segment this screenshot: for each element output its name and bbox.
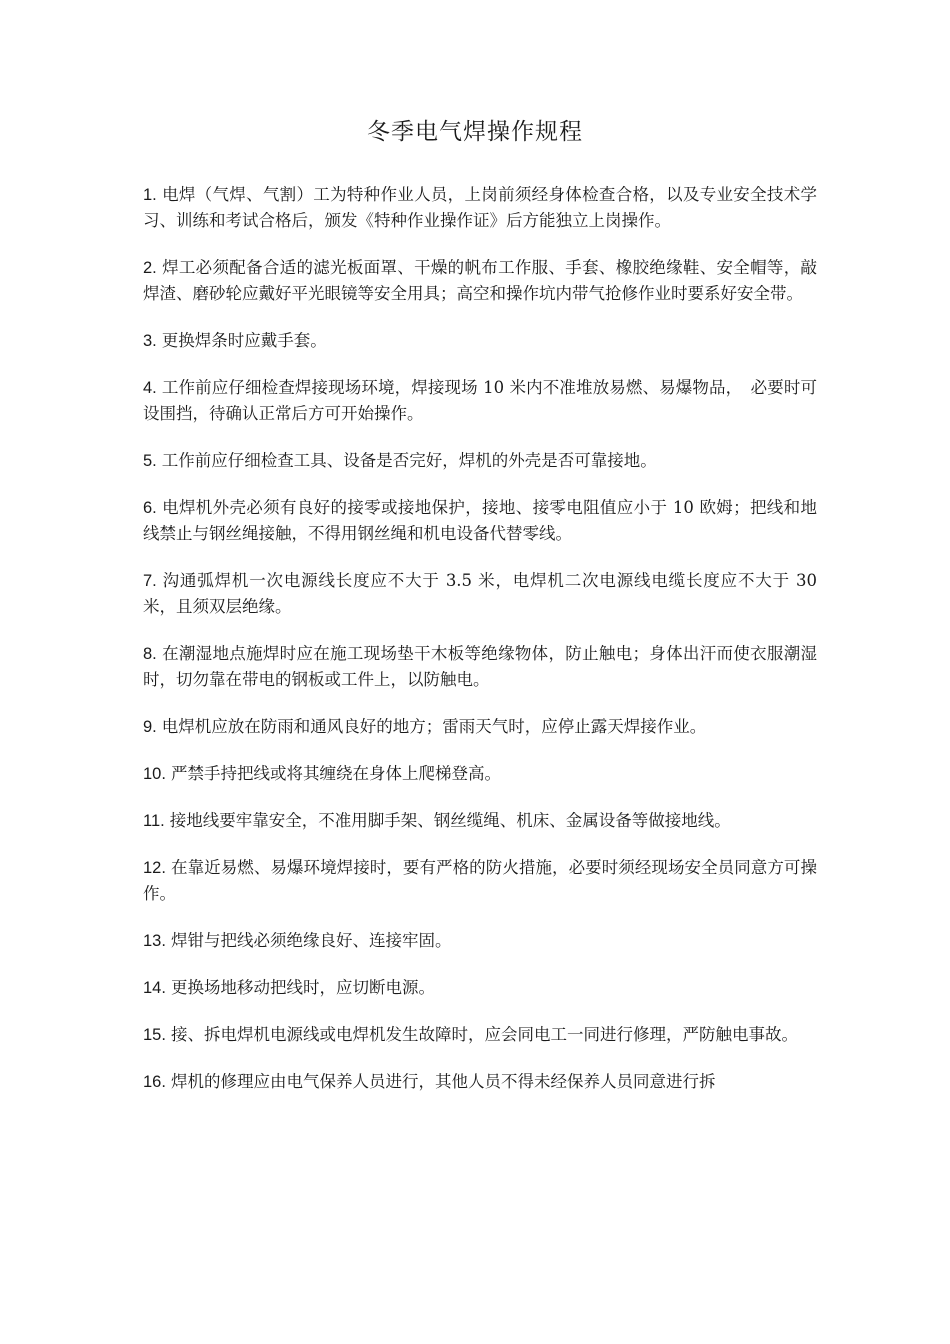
item-number: 10.: [143, 765, 166, 783]
regulation-item: [143, 568, 817, 620]
item-text: 焊机的修理应由电气保养人员进行，其他人员不得未经保养人员同意进行拆: [170, 1072, 716, 1091]
item-text: 更换焊条时应戴手套。: [161, 331, 327, 350]
regulation-item: [143, 375, 817, 427]
regulation-item: [143, 855, 817, 907]
item-number: 6.: [143, 499, 157, 517]
item-number: 15.: [143, 1026, 166, 1044]
regulation-item: [143, 714, 817, 740]
regulation-item: [143, 255, 817, 307]
item-number: 7.: [143, 572, 157, 590]
item-text: 焊钳与把线必须绝缘良好、连接牢固。: [170, 931, 452, 950]
regulation-item: [143, 448, 817, 474]
item-text: 电焊（气焊、气割）工为特种作业人员，上岗前须经身体检查合格，以及专业安全技术学习、训练和考试合格后，颁发《特种作业操作证》后方能独立上岗操作。: [143, 185, 817, 230]
regulation-item: [143, 495, 817, 547]
item-text: 更换场地移动把线时，应切断电源。: [170, 978, 435, 997]
item-text: 沟通弧焊机一次电源线长度应不大于 3.5 米，电焊机二次电源线电缆长度应不大于 30 米，且须双层绝缘。: [143, 571, 817, 616]
item-number: 13.: [143, 932, 166, 950]
item-text: 接地线要牢靠安全，不准用脚手架、钢丝缆绳、机床、金属设备等做接地线。: [169, 811, 731, 830]
regulation-item: [143, 928, 817, 954]
item-text: 工作前应仔细检查工具、设备是否完好，焊机的外壳是否可靠接地。: [161, 451, 657, 470]
item-number: 2.: [143, 259, 157, 277]
document-title: 冬季电气焊操作规程: [367, 119, 583, 145]
item-text: 在潮湿地点施焊时应在施工现场垫干木板等绝缘物体，防止触电；身体出汗而使衣服潮湿时，切勿靠在带电的钢板或工件上，以防触电。: [143, 644, 817, 689]
regulation-item: [143, 641, 817, 693]
regulation-item: [143, 761, 817, 787]
item-number: 1.: [143, 186, 157, 204]
item-text: 接、拆电焊机电源线或电焊机发生故障时，应会同电工一同进行修理，严防触电事故。: [170, 1025, 798, 1044]
item-number: 12.: [143, 859, 166, 877]
item-number: 9.: [143, 718, 157, 736]
regulation-item: [143, 1069, 817, 1095]
regulation-item: [143, 808, 817, 834]
item-text: 焊工必须配备合适的滤光板面罩、干燥的帆布工作服、手套、橡胶绝缘鞋、安全帽等，敲焊渣、磨砂轮应戴好平光眼镜等安全用具；高空和操作坑内带气抢修作业时要系好安全带。: [143, 258, 817, 303]
item-number: 8.: [143, 645, 157, 663]
item-number: 11.: [143, 812, 165, 830]
item-number: 4.: [143, 379, 157, 397]
item-text: 在靠近易燃、易爆环境焊接时，要有严格的防火措施，必要时须经现场安全员同意方可操作。: [143, 858, 817, 903]
item-number: 16.: [143, 1073, 166, 1091]
item-number: 5.: [143, 452, 157, 470]
regulation-item: [143, 328, 817, 354]
item-text: 工作前应仔细检查焊接现场环境，焊接现场 10 米内不准堆放易燃、易爆物品， 必要时可设围挡，待确认正常后方可开始操作。: [143, 378, 817, 423]
item-text: 电焊机外壳必须有良好的接零或接地保护，接地、接零电阻值应小于 10 欧姆；把线和地线禁止与钢丝绳接触，不得用钢丝绳和机电设备代替零线。: [143, 498, 817, 543]
regulation-item: [143, 975, 817, 1001]
item-number: 3.: [143, 332, 157, 350]
regulation-item: [143, 1022, 817, 1048]
item-text: 电焊机应放在防雨和通风良好的地方；雷雨天气时，应停止露天焊接作业。: [161, 717, 707, 736]
regulation-item: [143, 182, 817, 234]
item-text: 严禁手持把线或将其缠绕在身体上爬梯登高。: [170, 764, 501, 783]
regulation-list: [143, 182, 817, 1116]
item-number: 14.: [143, 979, 166, 997]
